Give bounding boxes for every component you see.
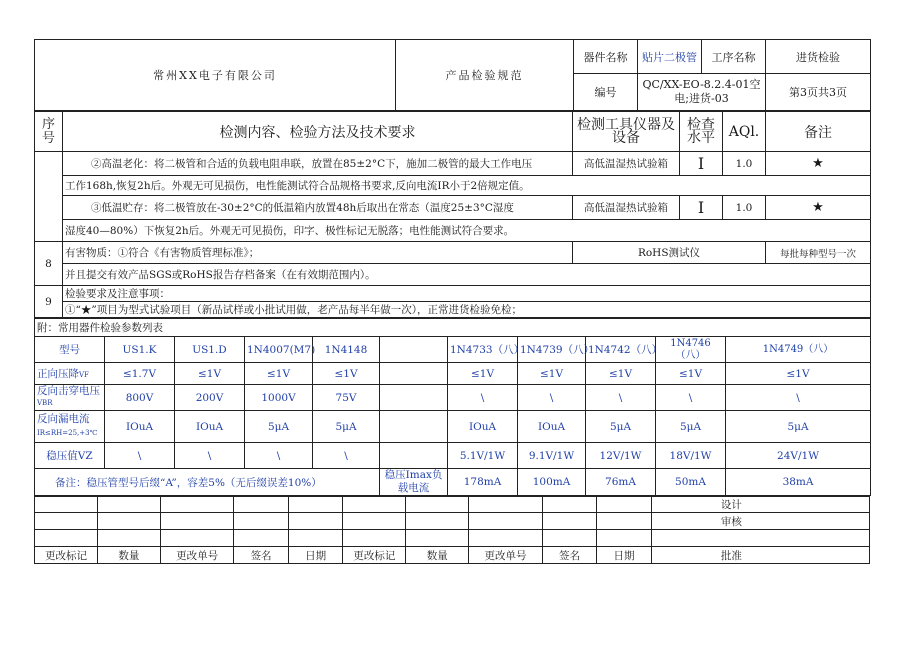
imax-value: 38mA bbox=[726, 469, 871, 496]
vf-value: ≤1.7V bbox=[105, 363, 175, 385]
imax-value: 50mA bbox=[656, 469, 726, 496]
imax-value: 100mA bbox=[518, 469, 586, 496]
vf-value bbox=[380, 363, 448, 385]
vz-value: 24V/1W bbox=[726, 443, 871, 469]
ir-label-text: 反向漏电流 bbox=[37, 413, 90, 425]
vz-value: 9.1V/1W bbox=[518, 443, 586, 469]
inspection-table bbox=[34, 111, 871, 318]
code-label: 编号 bbox=[574, 74, 638, 111]
seq-9: 9 bbox=[35, 286, 63, 318]
model-1n4749: 1N4749（八） bbox=[726, 337, 871, 363]
change-order-label: 更改单号 bbox=[160, 547, 233, 564]
part-name-value: 贴片二极管 bbox=[638, 40, 702, 74]
vr-value bbox=[380, 385, 448, 411]
vf-value: ≤1V bbox=[313, 363, 380, 385]
document-type: 产品检验规范 bbox=[396, 40, 574, 111]
low-temp-tool: 高低温湿热试验箱 bbox=[573, 196, 680, 220]
high-temp-aging-text: ②高温老化：将二极管和合适的负载电阻串联，放置在85±2°C下，施加二极管的最大工作电压 bbox=[63, 152, 573, 176]
code-value: QC/XX-EO-8.2.4-01空电;进货-03 bbox=[638, 74, 766, 111]
model-1n4733: 1N4733（八） bbox=[448, 337, 518, 363]
ir-value: IOuA bbox=[105, 411, 175, 443]
hazardous-substance-text-2: 并且提交有效产品SGS或RoHS报告存档备案（在有效期范围内）。 bbox=[63, 264, 871, 286]
low-temp-storage-text-2: 湿度40—80%）下恢复2h后。外观无可见损伤，印字、极性标记无脱落；电性能测试符合要求。 bbox=[63, 220, 871, 242]
date-label: 日期 bbox=[288, 547, 343, 564]
col-level: 检查水平 bbox=[680, 112, 723, 152]
model-1n4739: 1N4739（八） bbox=[518, 337, 586, 363]
design-label: 设计 bbox=[651, 497, 869, 513]
vz-value bbox=[380, 443, 448, 469]
model-1n4746: 1N4746（八） bbox=[656, 337, 726, 363]
model-1n4148: 1N4148 bbox=[313, 337, 380, 363]
model-empty bbox=[380, 337, 448, 363]
review-label: 审核 bbox=[651, 513, 869, 530]
vr-label-text: 反向击穿电压 bbox=[37, 385, 100, 397]
vz-value: 12V/1W bbox=[586, 443, 656, 469]
vr-label bbox=[35, 385, 105, 411]
change-mark-label: 更改标记 bbox=[343, 547, 406, 564]
inspection-spec-page bbox=[34, 39, 870, 581]
vf-value: ≤1V bbox=[656, 363, 726, 385]
high-temp-aql: 1.0 bbox=[723, 152, 766, 176]
revision-table bbox=[34, 496, 870, 564]
company-name: 常州XX电子有限公司 bbox=[35, 40, 396, 111]
requirements-title: 检验要求及注意事项： bbox=[63, 286, 871, 302]
col-aql: AQl. bbox=[723, 112, 766, 152]
part-name-label: 器件名称 bbox=[574, 40, 638, 74]
rohs-frequency: 每批每种型号一次 bbox=[766, 242, 871, 264]
signature-label: 签名 bbox=[542, 547, 597, 564]
vz-value: \ bbox=[105, 443, 175, 469]
header-table bbox=[34, 39, 871, 111]
vf-value: ≤1V bbox=[518, 363, 586, 385]
model-1n4742: 1N4742（八） bbox=[586, 337, 656, 363]
col-seq: 序号 bbox=[35, 112, 63, 152]
imax-label: 稳压Imax负载电流 bbox=[380, 469, 448, 496]
ir-value: 5μA bbox=[656, 411, 726, 443]
ir-value: 5μA bbox=[313, 411, 380, 443]
model-us1d: US1.D bbox=[175, 337, 245, 363]
ir-value: IOuA bbox=[518, 411, 586, 443]
vf-value: ≤1V bbox=[726, 363, 871, 385]
appendix-title: 附：常用器件检验参数列表 bbox=[35, 319, 871, 337]
page-info: 第3页共3页 bbox=[766, 74, 871, 111]
vr-value: \ bbox=[448, 385, 518, 411]
low-temp-storage-text: ③低温贮存：将二极管放在-30±2°C的低温箱内放置48h后取出在常态（温度25±3°C湿度 bbox=[63, 196, 573, 220]
vr-value: \ bbox=[518, 385, 586, 411]
vz-value: \ bbox=[175, 443, 245, 469]
change-mark-label: 更改标记 bbox=[35, 547, 98, 564]
star-icon: ★ bbox=[766, 196, 871, 220]
vz-label: 稳压值VZ bbox=[35, 443, 105, 469]
change-order-label: 更改单号 bbox=[469, 547, 542, 564]
low-temp-level: I bbox=[680, 196, 723, 220]
ir-value: 5μA bbox=[245, 411, 313, 443]
col-content: 检测内容、检验方法及技术要求 bbox=[63, 112, 573, 152]
vr-value: \ bbox=[586, 385, 656, 411]
imax-value: 76mA bbox=[586, 469, 656, 496]
vr-sub: VBR bbox=[37, 399, 53, 407]
ir-value: 5μA bbox=[586, 411, 656, 443]
parameter-table bbox=[34, 318, 871, 496]
col-tools: 检测工具仪器及设备 bbox=[573, 112, 680, 152]
col-remark: 备注 bbox=[766, 112, 871, 152]
high-temp-level: I bbox=[680, 152, 723, 176]
date-label: 日期 bbox=[597, 547, 652, 564]
ir-value: 5μA bbox=[726, 411, 871, 443]
vr-value: 200V bbox=[175, 385, 245, 411]
vf-value: ≤1V bbox=[175, 363, 245, 385]
vf-label-text: 正向压降 bbox=[37, 368, 79, 380]
vf-label bbox=[35, 363, 105, 385]
approve-label: 批准 bbox=[651, 547, 869, 564]
requirements-note: ①“★”项目为型式试验项目（新品试样或小批试用做，老产品每半年做一次），正常进货检验免检； bbox=[63, 302, 871, 318]
vr-value: 800V bbox=[105, 385, 175, 411]
vr-value: 75V bbox=[313, 385, 380, 411]
hazardous-substance-text: 有害物质：①符合《有害物质管理标准》； bbox=[63, 242, 573, 264]
vz-value: \ bbox=[245, 443, 313, 469]
model-us1k: US1.K bbox=[105, 337, 175, 363]
vr-value: \ bbox=[726, 385, 871, 411]
ir-value bbox=[380, 411, 448, 443]
seq-cell-empty bbox=[35, 152, 63, 242]
ir-value: IOuA bbox=[448, 411, 518, 443]
vz-value: \ bbox=[313, 443, 380, 469]
high-temp-tool: 高低温湿热试验箱 bbox=[573, 152, 680, 176]
vf-value: ≤1V bbox=[586, 363, 656, 385]
vz-value: 18V/1W bbox=[656, 443, 726, 469]
vr-value: 1000V bbox=[245, 385, 313, 411]
star-icon: ★ bbox=[766, 152, 871, 176]
vf-value: ≤1V bbox=[245, 363, 313, 385]
imax-value: 178mA bbox=[448, 469, 518, 496]
process-value: 进货检验 bbox=[766, 40, 871, 74]
rohs-tool: RoHS测试仪 bbox=[573, 242, 766, 264]
model-label: 型号 bbox=[35, 337, 105, 363]
quantity-label: 数量 bbox=[97, 547, 160, 564]
process-label: 工序名称 bbox=[702, 40, 766, 74]
low-temp-aql: 1.0 bbox=[723, 196, 766, 220]
seq-8: 8 bbox=[35, 242, 63, 286]
vf-value: ≤1V bbox=[448, 363, 518, 385]
quantity-label: 数量 bbox=[406, 547, 469, 564]
ir-sub: IR≤RH=25,+3℃ bbox=[37, 429, 98, 437]
vr-value: \ bbox=[656, 385, 726, 411]
model-1n4007: 1N4007(M7) bbox=[245, 337, 313, 363]
ir-label bbox=[35, 411, 105, 443]
ir-value: IOuA bbox=[175, 411, 245, 443]
zener-note: 备注：稳压管型号后缀“A”，容差5%（无后缀误差10%） bbox=[35, 469, 380, 496]
vz-value: 5.1V/1W bbox=[448, 443, 518, 469]
signature-label: 签名 bbox=[234, 547, 289, 564]
high-temp-aging-text-2: 工作168h,恢复2h后。外观无可见损伤，电性能测试符合品规格书要求,反向电流IR小于2倍规定值。 bbox=[63, 176, 871, 196]
vf-sub: VF bbox=[79, 371, 89, 379]
